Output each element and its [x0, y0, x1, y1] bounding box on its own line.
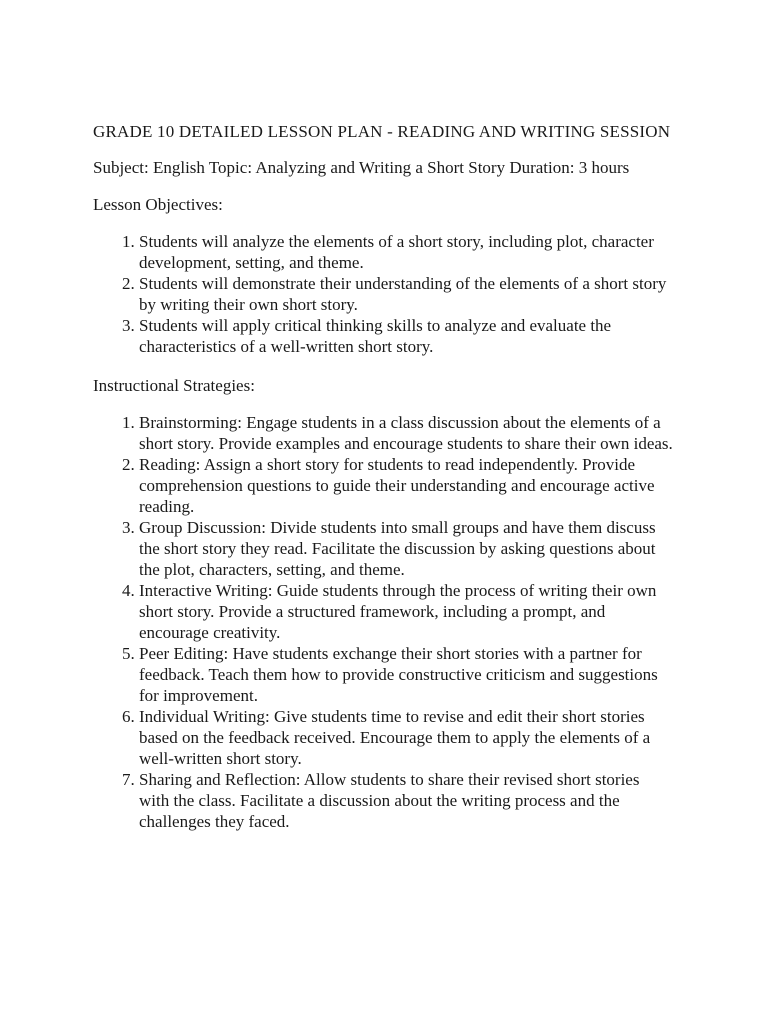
- document-page: [93, 121, 673, 850]
- strategy-item: 6. Individual Writing: Give students time to revise and edit their short stories based on the feedback received. Encourage them to apply the elements of a well-written short story.: [139, 706, 673, 769]
- strategy-item: 7. Sharing and Reflection: Allow students to share their revised short stories with the class. Facilitate a discussion about the writing process and the challenges they faced.: [139, 769, 673, 832]
- strategies-list: [93, 412, 673, 832]
- strategy-item: 5. Peer Editing: Have students exchange their short stories with a partner for feedback. Teach them how to provide constructive criticism and suggestions for improvement.: [139, 643, 673, 706]
- document-title: GRADE 10 DETAILED LESSON PLAN - READING AND WRITING SESSION: [93, 122, 671, 141]
- strategy-item: 4. Interactive Writing: Guide students through the process of writing their own short story. Provide a structured framework, including a prompt, and encourage creativity.: [139, 580, 673, 643]
- objectives-heading: Lesson Objectives:: [93, 195, 223, 214]
- strategies-heading: Instructional Strategies:: [93, 376, 255, 395]
- strategy-item: 3. Group Discussion: Divide students into small groups and have them discuss the short story they read. Facilitate the discussion by asking questions about the plot, characters, setting, and theme.: [139, 517, 673, 580]
- objective-item: 3. Students will apply critical thinking skills to analyze and evaluate the characteristics of a well-written short story.: [139, 315, 673, 357]
- objectives-list: [93, 231, 673, 357]
- strategy-item: 2. Reading: Assign a short story for students to read independently. Provide comprehension questions to guide their understanding and encourage active reading.: [139, 454, 673, 517]
- subject-line: Subject: English Topic: Analyzing and Writing a Short Story Duration: 3 hours: [93, 158, 630, 177]
- objective-item: 1. Students will analyze the elements of a short story, including plot, character development, setting, and theme.: [139, 231, 673, 273]
- strategy-item: 1. Brainstorming: Engage students in a class discussion about the elements of a short story. Provide examples and encourage students to share their own ideas.: [139, 412, 673, 454]
- objective-item: 2. Students will demonstrate their understanding of the elements of a short story by writing their own short story.: [139, 273, 673, 315]
